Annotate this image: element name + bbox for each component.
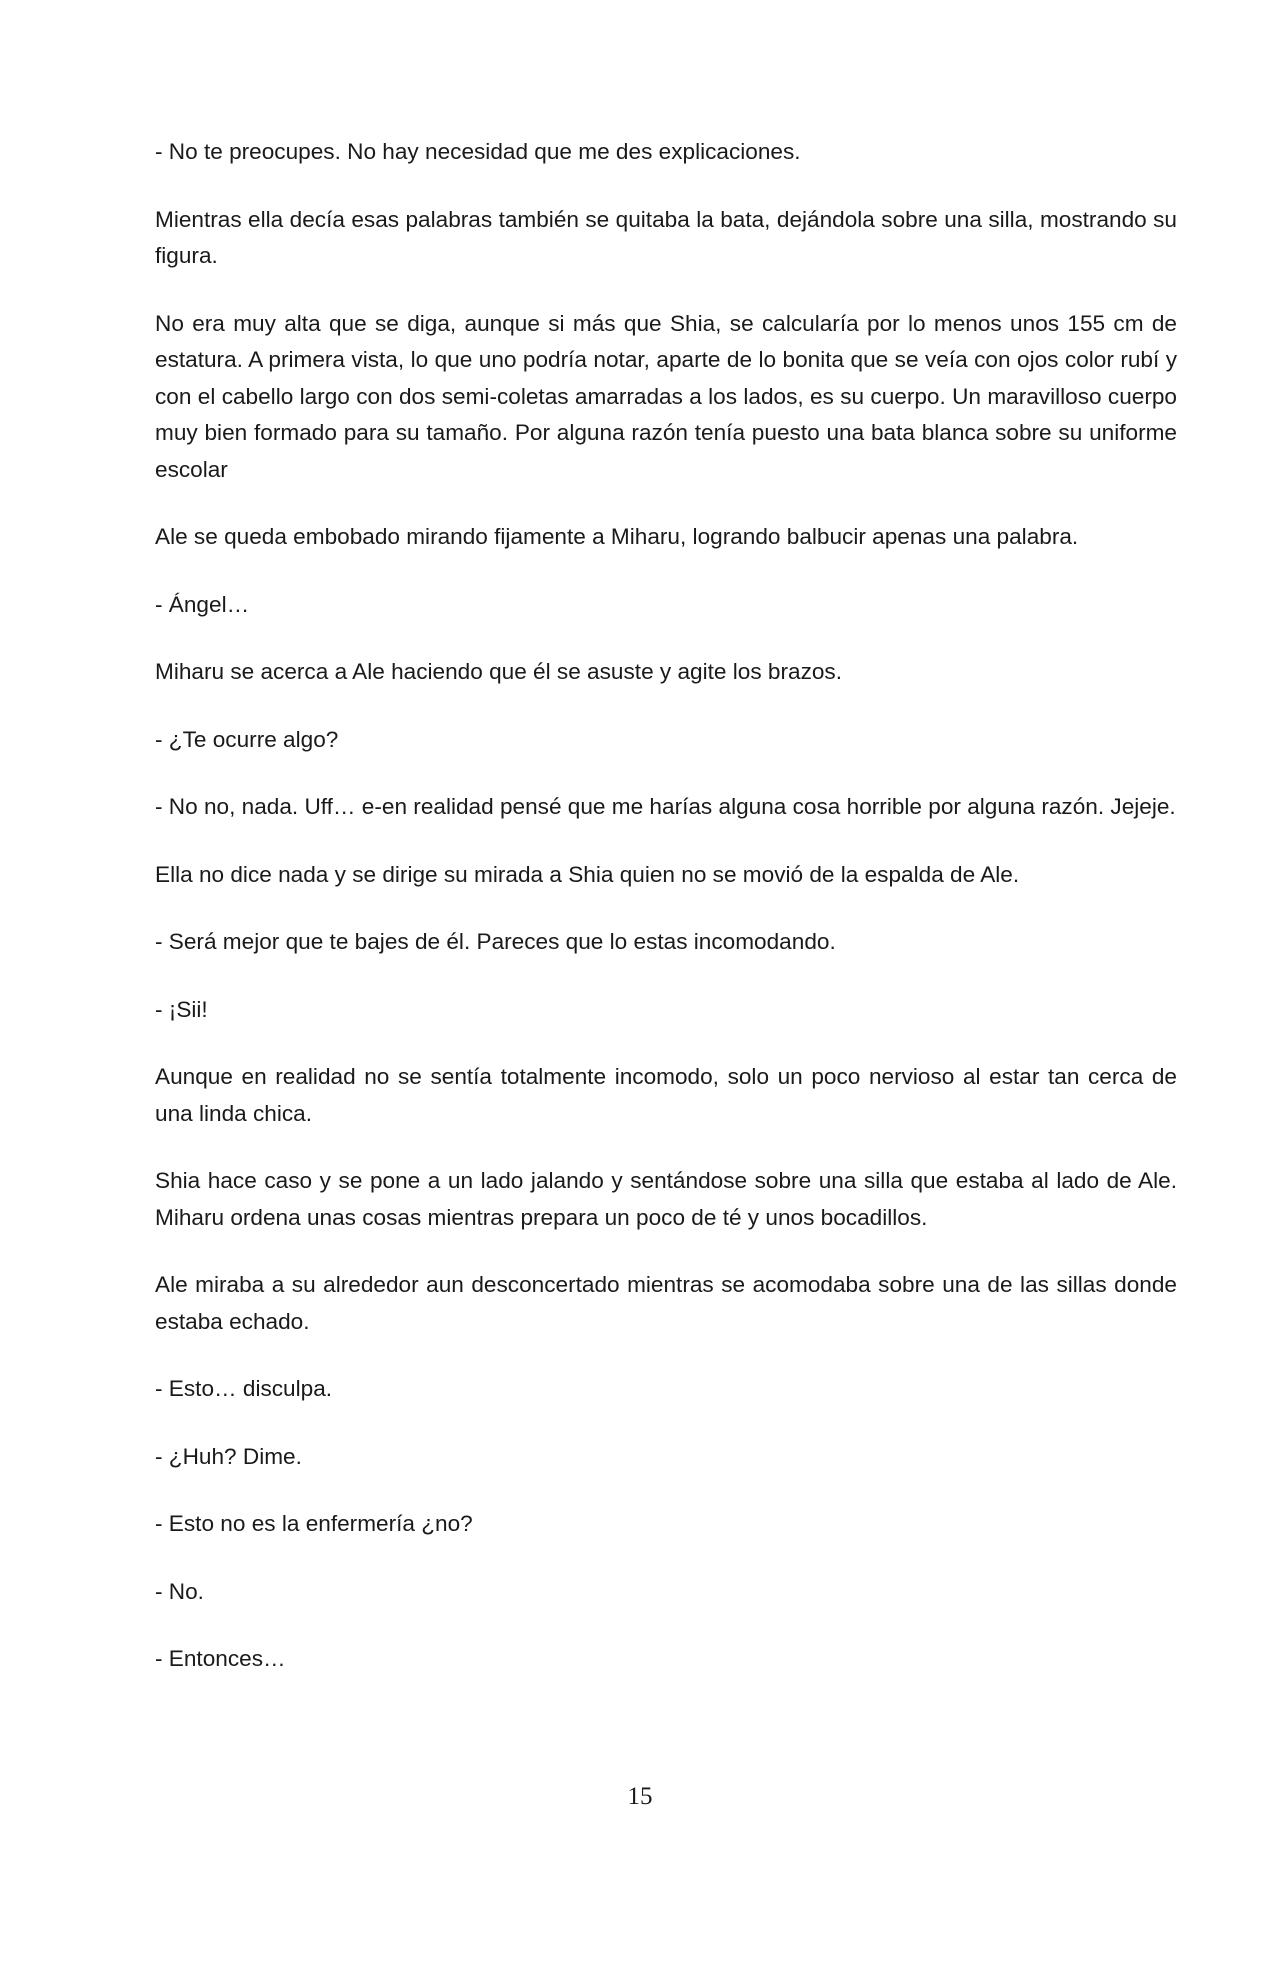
paragraph: - ¿Huh? Dime. xyxy=(155,1443,302,1469)
paragraph: Ale se queda embobado mirando fijamente a Miharu, logrando balbucir apenas una palabra. xyxy=(155,524,1079,549)
paragraph: - Será mejor que te bajes de él. Pareces que lo estas incomodando. xyxy=(155,929,836,954)
paragraph: No era muy alta que se diga, aunque si más que Shia, se calcularía por lo menos unos 155 cm de estatura. A primera vista, lo que uno podría notar, aparte de lo bonita que se veía con ojos color rubí y con el cabello largo con dos semi-coletas amarradas a los lados, es su cuerpo. Un maravilloso cuerpo muy bien formado para su tamaño. Por alguna razón tenía puesto una bata blanca sobre su uniforme escolar xyxy=(155,310,1177,482)
paragraph: - ¿Te ocurre algo? xyxy=(155,726,339,752)
page-body xyxy=(155,134,1177,1709)
paragraph: Mientras ella decía esas palabras también se quitaba la bata, dejándola sobre una silla, mostrando su figura. xyxy=(155,206,1177,268)
paragraph: - No. xyxy=(155,1578,204,1604)
paragraph: Shia hace caso y se pone a un lado jalando y sentándose sobre una silla que estaba al lado de Ale. Miharu ordena unas cosas mientras prepara un poco de té y unos bocadillos. xyxy=(155,1168,1177,1230)
paragraph: - No te preocupes. No hay necesidad que me des explicaciones. xyxy=(155,139,801,164)
paragraph: Ale miraba a su alrededor aun desconcertado mientras se acomodaba sobre una de las sillas donde estaba echado. xyxy=(155,1272,1177,1334)
paragraph: - Esto no es la enfermería ¿no? xyxy=(155,1511,473,1536)
paragraph: - ¡Sii! xyxy=(155,996,208,1022)
paragraph: Miharu se acerca a Ale haciendo que él se asuste y agite los brazos. xyxy=(155,659,843,684)
paragraph: Ella no dice nada y se dirige su mirada a Shia quien no se movió de la espalda de Ale. xyxy=(155,861,1020,887)
paragraph: - No no, nada. Uff… e-en realidad pensé que me harías alguna cosa horrible por alguna razón. Jejeje. xyxy=(155,794,1176,819)
page-number: 15 xyxy=(627,1783,653,1810)
paragraph: - Entonces… xyxy=(155,1646,286,1671)
paragraph: Aunque en realidad no se sentía totalmente incomodo, solo un poco nervioso al estar tan cerca de una linda chica. xyxy=(155,1064,1177,1126)
paragraph: - Esto… disculpa. xyxy=(155,1376,333,1401)
paragraph: - Ángel… xyxy=(155,591,250,617)
